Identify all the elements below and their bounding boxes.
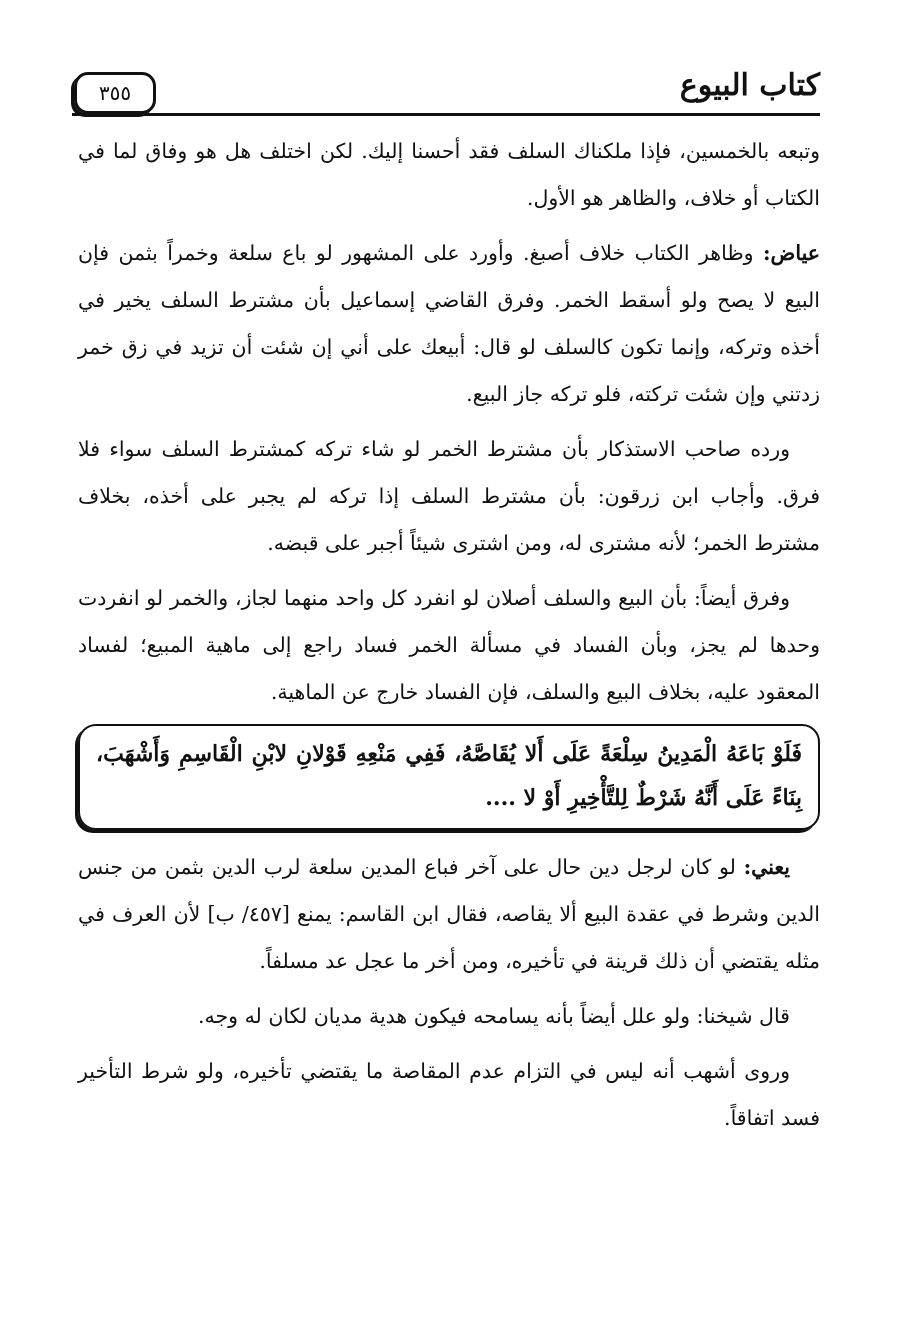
commentary-paragraph xyxy=(78,993,820,1040)
paragraph-text: وظاهر الكتاب خلاف أصبغ. وأورد على المشهور لو باع سلعة وخمراً بثمن فإن البيع لا يصح ولو أسقط الخمر. وفرق القاضي إسماعيل بأن مشترط السلف يخير في أخذه وتركه، وإنما تكون كالسلف لو قال: أبيعك على أني إن شئت أن تزيد في زق خمر زدتني وإن شئت تركته، فلو تركه جاز البيع. xyxy=(78,241,820,406)
header-rule xyxy=(72,113,820,116)
paragraph-text: وفرق أيضاً: بأن البيع والسلف أصلان لو انفرد كل واحد منهما لجاز، والخمر لو انفردت وحدها لم يجز، وبأن الفساد في مسألة الخمر فساد راجع إلى ماهية المبيع؛ لفساد المعقود عليه، بخلاف البيع والسلف، فإن الفساد خارج عن الماهية. xyxy=(78,586,820,704)
paragraph xyxy=(78,230,820,418)
book-title: كتاب البيوع xyxy=(679,68,820,103)
commentary-paragraph xyxy=(78,1048,820,1142)
page-header xyxy=(72,62,820,118)
matn-text-box: فَلَوْ بَاعَهُ الْمَدِينُ سِلْعَةً عَلَى أَلا يُقَاصَّهُ، فَفِي مَنْعِهِ قَوْلانِ لابْنِ الْقَاسِمِ وَأَشْهَبَ، بِنَاءً عَلَى أَنَّهُ شَرْطٌ لِلتَّأْخِيرِ أَوْ لا .... xyxy=(78,724,820,830)
paragraph-text: ورده صاحب الاستذكار بأن مشترط الخمر لو شاء تركه كمشترط السلف سواء فلا فرق. وأجاب ابن زرقون: بأن مشترط السلف إذا تركه لم يجبر على أخذه، بخلاف مشترط الخمر؛ لأنه مشترى له، ومن اشترى شيئاً أجبر على قبضه. xyxy=(78,437,820,555)
paragraph-text: قال شيخنا: ولو علل أيضاً بأنه يسامحه فيكون هدية مديان لكان له وجه. xyxy=(197,1004,790,1028)
paragraph-text: وروى أشهب أنه ليس في التزام عدم المقاصة ما يقتضي تأخيره، ولو شرط التأخير فسد اتفاقاً. xyxy=(78,1059,820,1130)
page-number: ٣٥٥ xyxy=(74,72,156,114)
commentary-paragraph xyxy=(78,844,820,985)
paragraph-text: وتبعه بالخمسين، فإذا ملكناك السلف فقد أحسنا إليك. لكن اختلف هل هو وفاق لما في الكتاب أو خلاف، والظاهر هو الأول. xyxy=(78,139,820,210)
paragraph-text: لو كان لرجل دين حال على آخر فباع المدين سلعة لرب الدين بثمن من جنس الدين وشرط في عقدة البيع ألا يقاصه، فقال ابن القاسم: يمنع [٤٥٧/ ب] لأن العرف في مثله يقتضي أن ذلك قرينة في تأخيره، ومن أخر ما عجل عد مسلفاً. xyxy=(78,855,820,973)
page-body xyxy=(78,128,820,1150)
paragraph xyxy=(78,575,820,716)
paragraph-lead: عياض: xyxy=(762,241,820,265)
paragraph-lead: يعني: xyxy=(743,855,790,879)
paragraph xyxy=(78,426,820,567)
paragraph xyxy=(78,128,820,222)
